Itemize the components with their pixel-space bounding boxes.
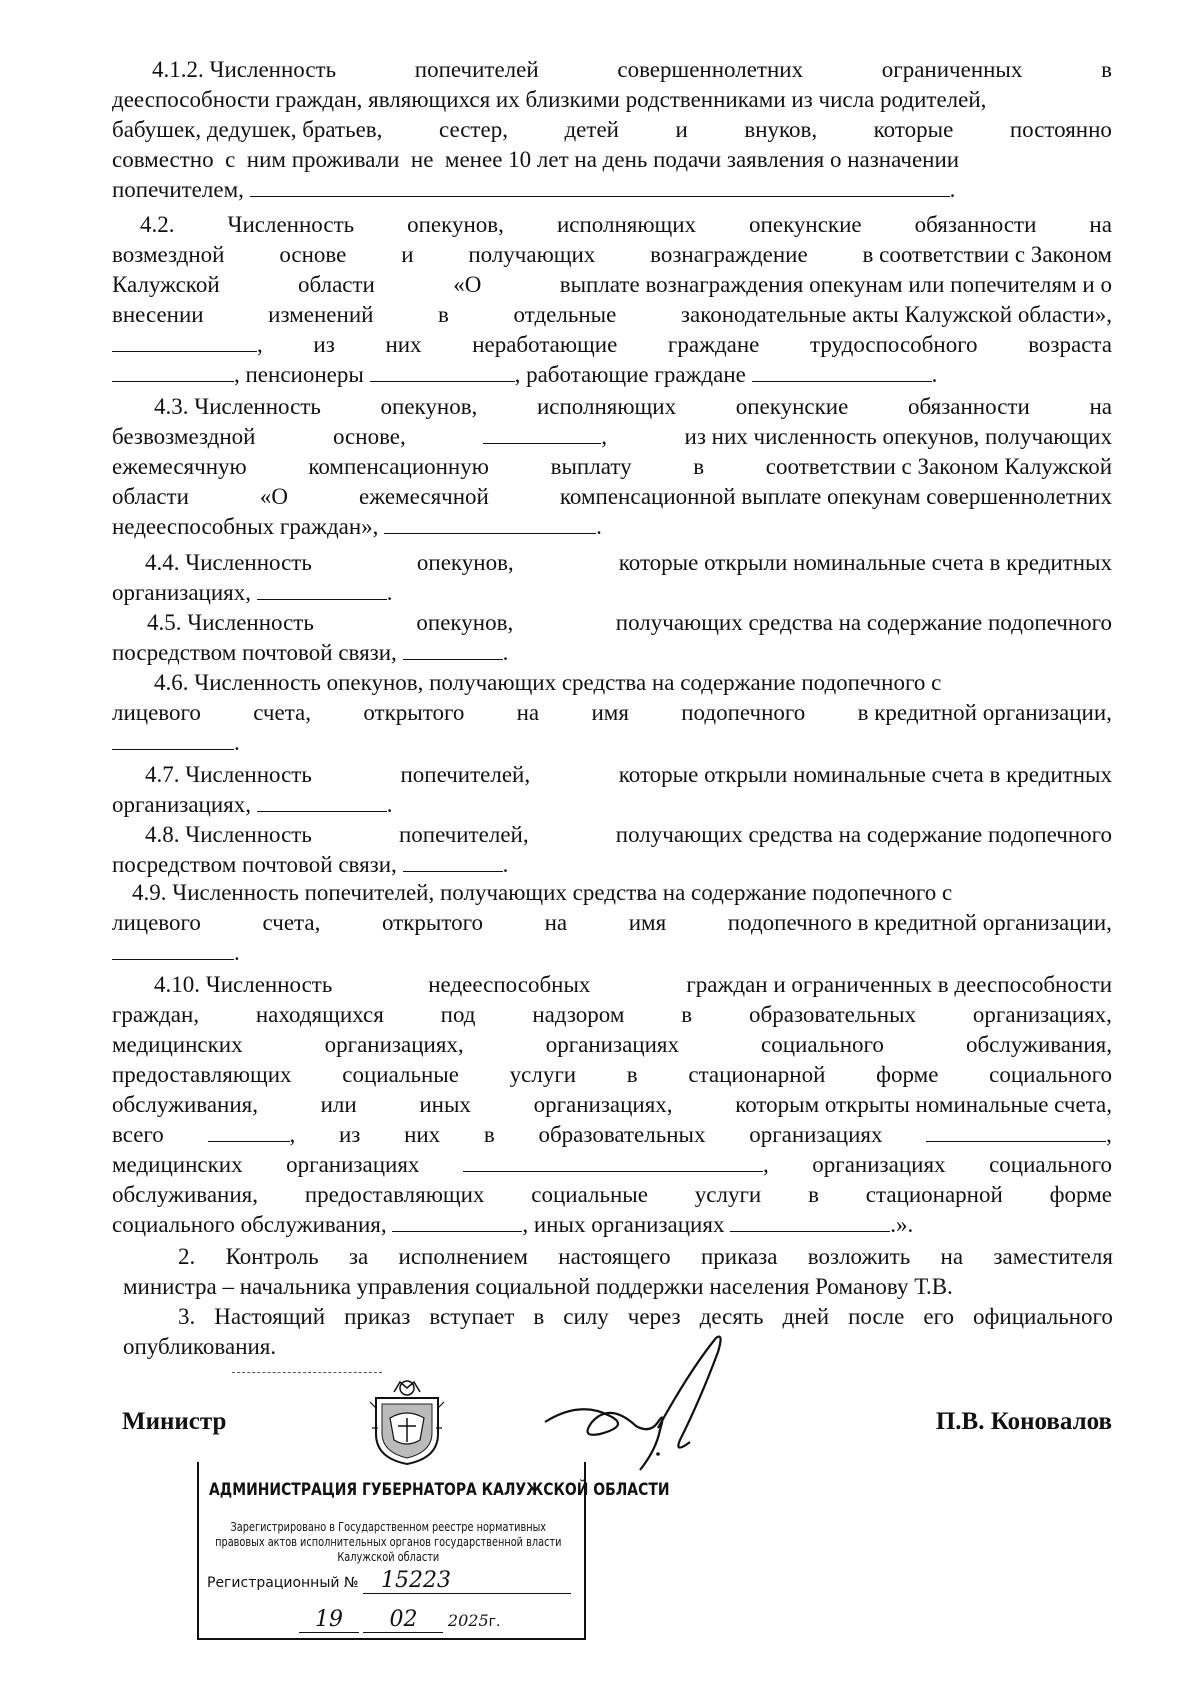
text-line: организациях, .: [112, 792, 393, 817]
handwritten-signature: [540, 1330, 740, 1480]
word: попечителей,: [400, 762, 531, 787]
word: приказа: [701, 1244, 778, 1269]
word: в: [1101, 57, 1112, 82]
text-line: [112, 55, 1112, 85]
word: вступает: [429, 1304, 515, 1329]
word: заместителя: [993, 1244, 1113, 1269]
text-line: посредством почтовой связи, .: [112, 852, 509, 877]
word: компенсационную: [308, 454, 489, 479]
text-line: [123, 1242, 1113, 1272]
word: опекунов,: [416, 610, 514, 635]
text-line: [112, 908, 1112, 938]
word: 4.4. Численность: [145, 550, 312, 575]
paragraph-4-7: [112, 760, 1112, 820]
word: бабушек, дедушек, братьев,: [112, 117, 383, 142]
word: на: [1089, 394, 1112, 419]
paragraph-4-2: [112, 210, 1112, 390]
text-line: .: [112, 938, 1112, 968]
text-line: [112, 300, 1112, 330]
word: ,: [1106, 1122, 1112, 1147]
word: организациях: [812, 1152, 946, 1177]
text-line: попечителем, .: [112, 177, 956, 202]
text-line: посредством почтовой связи, .: [112, 640, 509, 665]
label: , пенсионеры: [234, 362, 364, 387]
word: неработающие: [472, 332, 618, 357]
word: возмездной: [112, 242, 225, 267]
registration-stamp: [197, 1462, 670, 1640]
word: области: [297, 272, 375, 297]
paragraph-4-8: [112, 820, 1112, 880]
stamp-text: Зарегистрировано в Государственном реестре нормативных правовых актов исполнительных органов государственной власти Калужской области: [215, 1519, 562, 1564]
blank-field: [483, 423, 601, 444]
word: опекунов,: [416, 550, 514, 575]
word: организациях: [749, 1122, 883, 1147]
text-line: [112, 482, 1112, 512]
blank-field: [392, 1211, 522, 1232]
word: 3.: [178, 1304, 196, 1329]
word: социального: [989, 1062, 1112, 1087]
registration-label: Регистрационный №: [207, 1575, 359, 1591]
word: официального: [973, 1304, 1113, 1329]
word: организациях,: [972, 1002, 1112, 1027]
text-line: [112, 210, 1112, 240]
word: услуги: [694, 1182, 762, 1207]
signatory-position: Министр: [122, 1408, 227, 1435]
text-line: министра – начальника управления социальной поддержки населения Романову Т.В.: [123, 1274, 953, 1299]
label: , иных организациях: [522, 1212, 725, 1237]
word: безвозмездной: [112, 424, 256, 449]
word: организациях,: [533, 1092, 673, 1117]
stamp-registration: [207, 1568, 571, 1594]
text-line: опубликования.: [123, 1334, 277, 1359]
word: за: [348, 1244, 369, 1269]
text-line: [112, 698, 1112, 728]
word: в: [681, 1002, 693, 1027]
label: посредством почтовой связи,: [112, 640, 397, 665]
text-line: [112, 1030, 1112, 1060]
word: 4.10. Численность: [154, 972, 333, 997]
word: иных: [419, 1092, 471, 1117]
word: Калужской: [112, 272, 220, 297]
word: лицевого: [112, 910, 201, 935]
word: обслуживания,: [112, 1092, 258, 1117]
blank-field: [257, 579, 387, 600]
word: предоставляющих: [112, 1062, 292, 1087]
text-line: дееспособности граждан, являющихся их близкими родственниками из числа родителей,: [112, 87, 987, 112]
paragraph-2: [123, 1242, 1113, 1302]
blank-field: [403, 639, 503, 660]
text-line: [123, 1302, 1113, 1332]
word: и: [675, 117, 688, 142]
word: на: [516, 700, 540, 725]
coat-of-arms-emblem: [368, 1378, 446, 1466]
blank-field: [384, 513, 596, 534]
word: на: [1089, 212, 1112, 237]
text-line: организациях, .: [112, 580, 393, 605]
text-line: [112, 452, 1112, 482]
paragraph-4-6: [112, 668, 1112, 758]
word: вознаграждение: [650, 242, 808, 267]
word: выплату: [550, 454, 632, 479]
word: десять: [699, 1304, 764, 1329]
blank-field: [463, 1151, 763, 1172]
word: медицинских: [112, 1152, 243, 1177]
word: обслуживания,: [112, 1182, 258, 1207]
word: граждане: [667, 332, 760, 357]
blank-field: [926, 1121, 1106, 1142]
word: исполняющих: [556, 212, 697, 237]
text-line: [112, 1090, 1112, 1120]
paragraph-4-10: [112, 970, 1112, 1240]
word: получающих: [468, 242, 596, 267]
word: организациях: [286, 1152, 420, 1177]
registration-number: 15223: [363, 1568, 571, 1594]
signatory-name: П.В. Коновалов: [935, 1408, 1112, 1435]
word: обязанности: [914, 212, 1037, 237]
blank-field: [112, 361, 234, 382]
word: области: [112, 484, 189, 509]
word: настоящего: [558, 1244, 671, 1269]
word: 4.1.2. Численность: [152, 57, 337, 82]
text-line: [112, 240, 1112, 270]
word: всего: [112, 1122, 164, 1147]
blank-field: [730, 1211, 890, 1232]
word: предоставляющих: [304, 1182, 485, 1207]
word: опекунские: [749, 212, 862, 237]
word: возраста: [1028, 332, 1112, 357]
word: опекунские: [735, 394, 849, 419]
label: посредством почтовой связи,: [112, 852, 397, 877]
blank-field: [257, 791, 387, 812]
text-line: безвозмездной основе, , из них численность опекунов, получающих: [112, 422, 1112, 452]
paragraph-4-9: [112, 878, 1112, 968]
word: стационарной: [688, 1062, 826, 1087]
word: трудоспособного: [810, 332, 978, 357]
word: форме: [1049, 1182, 1112, 1207]
word: образовательных: [538, 1122, 706, 1147]
blank-field: [370, 361, 515, 382]
word: них: [404, 1122, 441, 1147]
word: имя: [591, 700, 629, 725]
word: форме: [876, 1062, 939, 1087]
word: компенсационной выплате опекунам совершеннолетних: [559, 484, 1112, 509]
word: его: [923, 1304, 954, 1329]
word: на: [940, 1244, 964, 1269]
word: основе,: [332, 424, 406, 449]
word: которым открыты номинальные счета,: [735, 1092, 1112, 1117]
word: в: [533, 1304, 545, 1329]
text-line: [112, 820, 1112, 850]
word: Численность: [227, 212, 355, 237]
word: социального: [761, 1032, 884, 1057]
blank-field: [250, 176, 950, 197]
word: силу: [563, 1304, 609, 1329]
word: из: [338, 1122, 361, 1147]
word: законодательные акты Калужской области»,: [680, 302, 1112, 327]
word: возложить: [807, 1244, 911, 1269]
text-line: 4.9. Численность попечителей, получающих средства на содержание подопечного с: [132, 880, 953, 905]
word: 4.5. Численность: [147, 610, 314, 635]
text-line: [112, 1060, 1112, 1090]
word: надзором: [532, 1002, 625, 1027]
word: стационарной: [865, 1182, 1003, 1207]
text-line: [112, 1180, 1112, 1210]
word: основе: [279, 242, 347, 267]
text-line: [112, 1210, 1112, 1240]
word: Настоящий: [214, 1304, 326, 1329]
word: из них численность опекунов, получающих: [684, 424, 1112, 449]
word: граждан и ограниченных в дееспособности: [686, 972, 1112, 997]
word: внуков,: [744, 117, 818, 142]
blank-field: [112, 729, 234, 750]
text-line: [112, 970, 1112, 1000]
word: опекунов,: [380, 394, 478, 419]
registration-month: 02: [363, 1607, 443, 1633]
label: организациях,: [112, 580, 251, 605]
text-line: 4.6. Численность опекунов, получающих средства на содержание подопечного с: [154, 670, 942, 695]
blank-field: [403, 851, 503, 872]
word: после: [848, 1304, 905, 1329]
blank-field: [752, 361, 932, 382]
word: под: [440, 1002, 476, 1027]
text-line: недееспособных граждан», .: [112, 514, 602, 539]
registration-day: 19: [299, 1607, 359, 1633]
label: социального обслуживания,: [112, 1212, 387, 1237]
label: недееспособных граждан»,: [112, 514, 379, 539]
word: дней: [782, 1304, 830, 1329]
word: в: [626, 1062, 638, 1087]
word: социальные: [342, 1062, 459, 1087]
registration-year: 2025: [447, 1611, 489, 1630]
word: счета,: [262, 910, 321, 935]
word: 2.: [178, 1244, 196, 1269]
word: и: [401, 242, 414, 267]
word: счета,: [253, 700, 312, 725]
word: ограниченных: [881, 57, 1023, 82]
word: опекунов,: [407, 212, 504, 237]
word: открытого: [363, 700, 465, 725]
word: услуги: [509, 1062, 577, 1087]
word: медицинских: [112, 1032, 243, 1057]
word: лицевого: [112, 700, 201, 725]
word: обязанности: [908, 394, 1030, 419]
text-line: всего , из них в образовательных организациях ,: [112, 1120, 1112, 1150]
text-line: [112, 760, 1112, 790]
word: или: [320, 1092, 357, 1117]
text-line: , из них неработающие граждане трудоспособного возраста: [112, 330, 1112, 360]
word: 4.8. Численность: [145, 822, 312, 847]
word: детей: [564, 117, 619, 142]
word: сестер,: [438, 117, 508, 142]
text-line: , пенсионеры , работающие граждане .: [112, 360, 1112, 390]
text-line: [112, 608, 1112, 638]
text-line: [112, 392, 1112, 422]
word: получающих средства на содержание подопечного: [615, 610, 1112, 635]
word: в соответствии с Законом: [862, 242, 1112, 267]
word: соответствии с Законом Калужской: [765, 454, 1112, 479]
label: попечителем,: [112, 177, 244, 202]
paragraph-4-4: [112, 548, 1112, 608]
text-line: [112, 115, 1112, 145]
word: совершеннолетних: [617, 57, 804, 82]
word: приказ: [344, 1304, 411, 1329]
blank-field: [112, 331, 257, 352]
label: , работающие граждане: [514, 362, 746, 387]
word: исполнением: [398, 1244, 528, 1269]
word: попечителей: [414, 57, 539, 82]
text-line: [112, 270, 1112, 300]
word: попечителей,: [398, 822, 529, 847]
word: обслуживания,: [965, 1032, 1112, 1057]
word: внесении: [112, 302, 204, 327]
word: открытого: [381, 910, 483, 935]
word: 4.2.: [140, 212, 175, 237]
stamp-date: [299, 1607, 500, 1633]
word: в: [483, 1122, 495, 1147]
word: которые открыли номинальные счета в кредитных: [618, 550, 1112, 575]
word: в: [693, 454, 705, 479]
year-suffix: г.: [488, 1614, 501, 1630]
text-line: совместно с ним проживали не менее 10 лет на день подачи заявления о назначении: [112, 147, 960, 172]
text-line: .: [112, 728, 1112, 758]
paragraph-4-5: [112, 608, 1112, 668]
word: них: [385, 332, 422, 357]
word: на: [544, 910, 568, 935]
word: организациях,: [324, 1032, 464, 1057]
word: граждан,: [112, 1002, 200, 1027]
word: 4.3. Численность: [154, 394, 321, 419]
word: «О: [259, 484, 289, 509]
word: которые: [873, 117, 954, 142]
word: «О: [453, 272, 482, 297]
stamp-title: АДМИНИСТРАЦИЯ ГУБЕРНАТОРА КАЛУЖСКОЙ ОБЛАСТИ: [209, 1480, 670, 1500]
word: из: [313, 332, 335, 357]
word: подопечного: [681, 700, 806, 725]
dashed-mark: [232, 1372, 382, 1373]
word: через: [627, 1304, 681, 1329]
word: образовательных: [749, 1002, 917, 1027]
word: отдельные: [513, 302, 617, 327]
word: исполняющих: [536, 394, 677, 419]
word: постоянно: [1009, 117, 1112, 142]
word: изменений: [268, 302, 374, 327]
word: выплате вознаграждения опекунам или попечителям и о: [559, 272, 1112, 297]
word: Контроль: [225, 1244, 319, 1269]
text-line: [112, 1150, 1112, 1180]
text-line: [112, 548, 1112, 578]
word: находящихся: [255, 1002, 384, 1027]
word: ежемесячной: [359, 484, 489, 509]
word: получающих средства на содержание подопечного: [615, 822, 1112, 847]
word: в: [808, 1182, 819, 1207]
word: в кредитной организации,: [857, 700, 1112, 725]
paragraph-4-1-2: [112, 55, 1112, 205]
word: которые открыли номинальные счета в кредитных: [618, 762, 1112, 787]
label: .».: [890, 1212, 914, 1237]
word: ежемесячную: [112, 454, 247, 479]
paragraph-4-3: [112, 392, 1112, 542]
label: организациях,: [112, 792, 251, 817]
blank-field: [208, 1121, 290, 1142]
word: социальные: [531, 1182, 648, 1207]
word: недееспособных: [428, 972, 591, 997]
word: социального: [989, 1152, 1112, 1177]
text-line: [112, 1000, 1112, 1030]
word: подопечного в кредитной организации,: [727, 910, 1112, 935]
word: ,: [762, 1152, 769, 1177]
word: 4.7. Численность: [145, 762, 312, 787]
word: организациях: [545, 1032, 679, 1057]
word: имя: [628, 910, 667, 935]
blank-field: [112, 939, 234, 960]
word: в: [438, 302, 449, 327]
